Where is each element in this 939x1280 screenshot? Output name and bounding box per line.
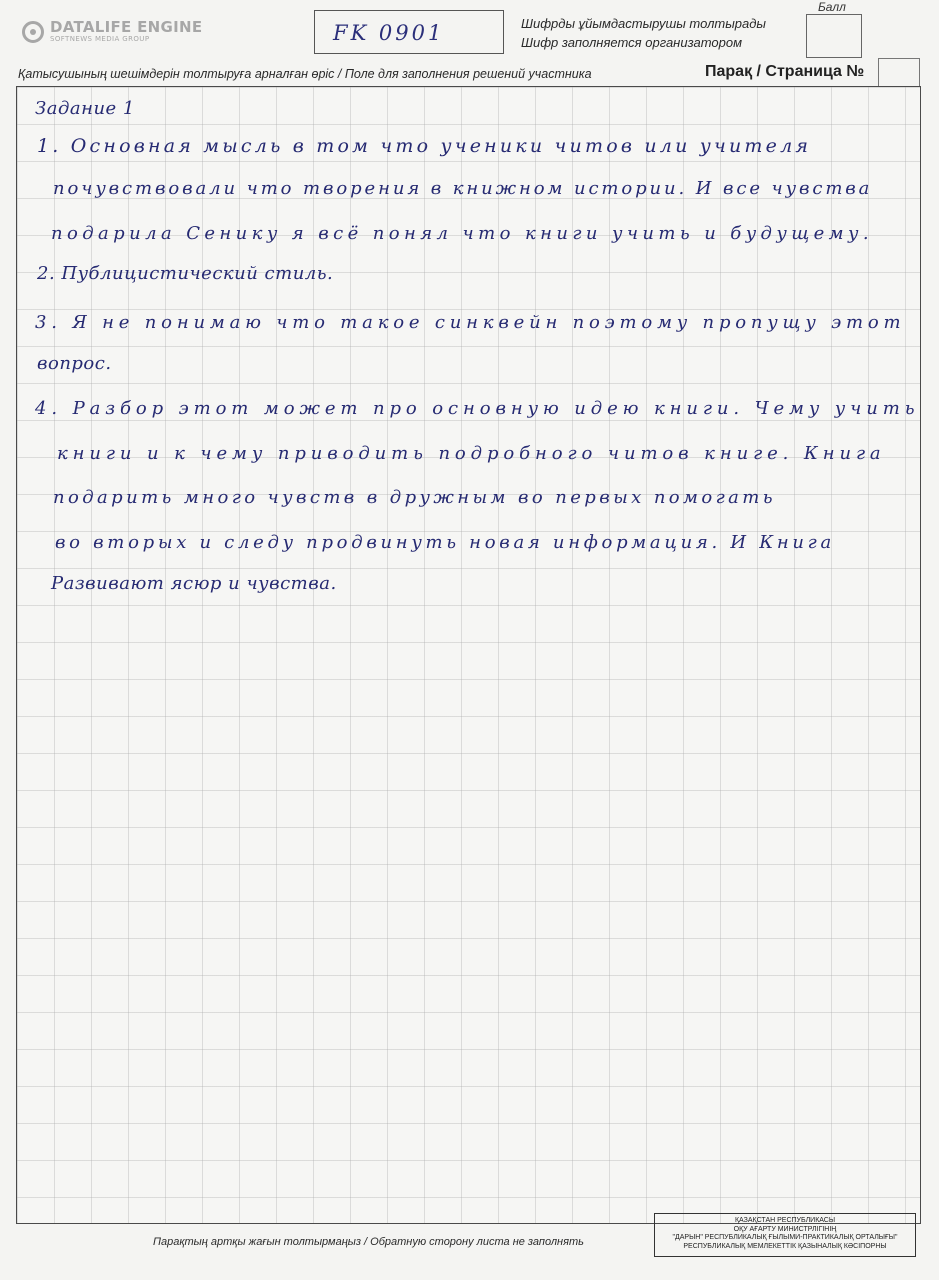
answer-line: вопрос. (37, 353, 112, 374)
answer-line: Задание 1 (35, 98, 135, 119)
stamp-line: РЕСПУБЛИКАЛЫҚ МЕМЛЕКЕТТІК ҚАЗЫНАЛЫҚ КӘСІПОРНЫ (683, 1242, 887, 1250)
answer-line: почувствовали что творения в книжном истории. И все чувства (53, 178, 873, 199)
watermark-sub: SOFTNEWS MEDIA GROUP (50, 35, 150, 43)
answer-field-label: Қатысушының шешімдерін толтыруға арналған өріс / Поле для заполнения решений участника (18, 67, 592, 81)
organization-stamp (654, 1213, 916, 1257)
cipher-note (521, 14, 766, 52)
page-number-label: Парақ / Страница № (705, 63, 865, 80)
page-number-box (878, 58, 920, 88)
watermark-name: DATALIFE ENGINE (50, 18, 203, 36)
answer-line: книги и к чему приводить подробного читов книге. Книга (57, 443, 886, 464)
answer-line: Развивают ясюр и чувства. (51, 573, 337, 594)
footer-note: Парақтың артқы жағын толтырмаңыз / Обратную сторону листа не заполнять (153, 1236, 584, 1248)
score-label: Балл (818, 0, 846, 14)
answer-line: подарить много чувств в дружным во первых помогать (53, 487, 776, 508)
stamp-line: ҚАЗАҚСТАН РЕСПУБЛИКАСЫ (734, 1217, 836, 1224)
answer-line: 1. Основная мысль в том что ученики читов или учителя (37, 135, 812, 157)
answer-line: 4. Разбор этот может про основную идею книги. Чему учить (35, 398, 920, 419)
score-box (806, 14, 862, 58)
cipher-code-box (314, 10, 504, 54)
stamp-line: "ДАРЫН" РЕСПУБЛИКАЛЫҚ ҒЫЛЫМИ-ПРАКТИКАЛЫҚ ОРТАЛЫҒЫ" (672, 1234, 898, 1241)
answer-line: подарила Сенику я всё понял что книги учить и будущему. (51, 223, 873, 244)
answer-line: во вторых и следу продвинуть новая информация. И Книга (55, 532, 835, 553)
answer-line: 2. Публицистический стиль. (37, 263, 334, 284)
cipher-code: FK 0901 (333, 21, 445, 45)
logo-icon (22, 21, 44, 43)
stamp-line: ОҚУ АҒАРТУ МИНИСТРЛІГІНІҢ (733, 1225, 837, 1233)
answer-line: 3. Я не понимаю что такое синквейн поэтому пропущу этот (35, 312, 906, 333)
cipher-note-ru: Шифр заполняется организатором (521, 35, 742, 50)
watermark-logo (22, 20, 202, 44)
answer-area (16, 86, 921, 1224)
cipher-note-kz: Шифрды ұйымдастырушы толтырады (521, 16, 767, 31)
